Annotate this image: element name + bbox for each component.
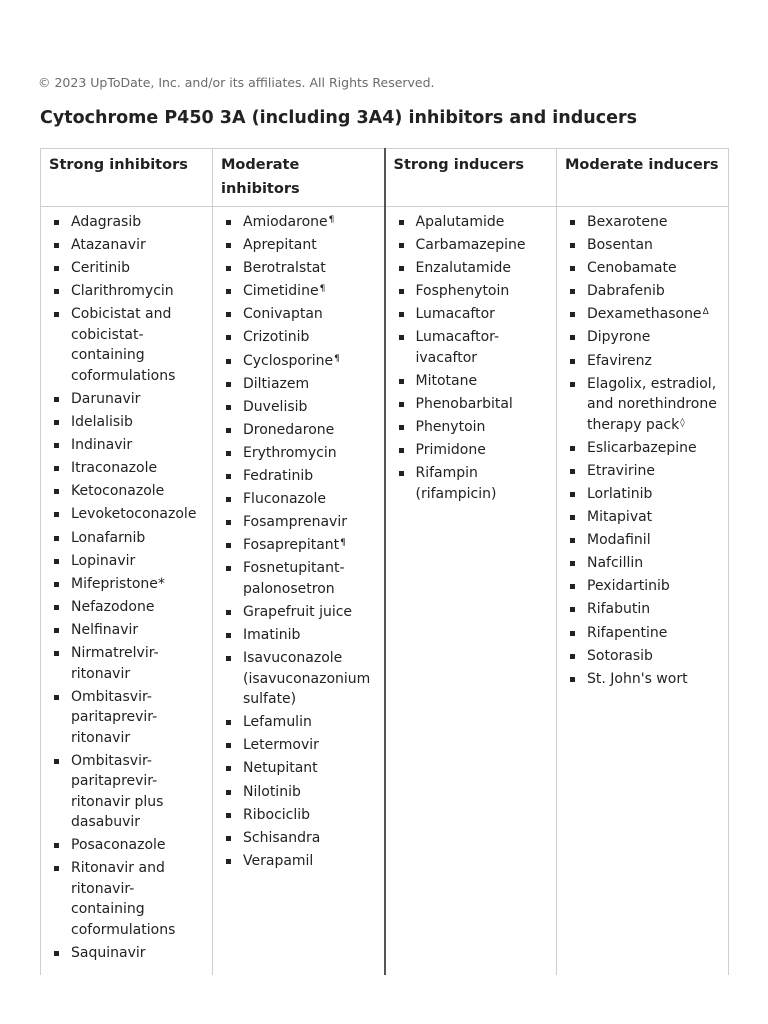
drug-name: Aprepitant	[243, 237, 317, 254]
footnote-marker: ¶	[319, 284, 326, 295]
strong-inducers-list	[394, 212, 551, 504]
drug-list-item	[394, 463, 551, 504]
drug-name: Elagolix, estradiol, and norethindrone therapy pack	[587, 375, 717, 433]
drug-name: Etravirine	[587, 462, 655, 479]
drug-name: Amiodarone	[243, 214, 328, 230]
column-strong-inhibitors	[41, 207, 213, 976]
drug-list-item	[49, 258, 206, 279]
drug-list-item	[221, 489, 378, 510]
drug-name: Efavirenz	[587, 352, 652, 369]
drug-name: Letermovir	[243, 737, 319, 754]
drug-list-item	[221, 258, 378, 279]
drug-list-item	[221, 625, 378, 646]
drug-list-item	[221, 851, 378, 872]
drug-name: Enzalutamide	[415, 260, 512, 277]
copyright-notice: © 2023 UpToDate, Inc. and/or its affiliates. All Rights Reserved.	[38, 75, 435, 90]
footnote-marker: ¶	[328, 215, 335, 225]
drug-name: Cyclosporine	[243, 352, 334, 369]
drug-list-item	[565, 599, 722, 620]
strong-inhibitors-list	[49, 212, 206, 963]
drug-name: Posaconazole	[71, 837, 166, 854]
drug-name: Cimetidine	[243, 283, 319, 300]
drug-name: Schisandra	[243, 829, 321, 846]
drug-list-item	[565, 623, 722, 644]
column-moderate-inducers	[557, 207, 729, 976]
drug-name: Ombitasvir-paritaprevir-ritonavir	[71, 688, 158, 746]
drug-name: Phenytoin	[415, 419, 486, 436]
drug-list-item	[221, 212, 378, 233]
drug-name: Lopinavir	[71, 552, 136, 569]
column-moderate-inhibitors	[213, 207, 385, 976]
drug-name: Conivaptan	[243, 306, 323, 323]
drug-list-item	[221, 512, 378, 533]
drug-list-item	[49, 212, 206, 233]
drug-list-item	[221, 397, 378, 418]
drug-name: Sotorasib	[587, 647, 653, 664]
drug-list-item	[221, 828, 378, 849]
header-moderate-inhibitors: Moderate inhibitors	[213, 149, 385, 207]
drug-name: Fedratinib	[243, 468, 314, 485]
drug-name: Ombitasvir-paritaprevir-ritonavir plus dasabuvir	[71, 752, 164, 831]
drug-list-item	[49, 389, 206, 410]
drug-list-item	[221, 351, 378, 372]
drug-name: Rifapentine	[587, 624, 668, 641]
drug-name: Verapamil	[243, 852, 314, 869]
drug-list-item	[394, 394, 551, 415]
drug-name: Duvelisib	[243, 398, 308, 415]
cyp3a-drug-table	[40, 148, 729, 975]
header-strong-inhibitors: Strong inhibitors	[41, 149, 213, 207]
drug-list-item	[565, 235, 722, 256]
drug-list-item	[49, 858, 206, 940]
drug-name: Cenobamate	[587, 260, 677, 277]
drug-list-item	[49, 435, 206, 456]
drug-list-item	[49, 620, 206, 641]
drug-name: Ribociclib	[243, 806, 311, 823]
drug-name: Mifepristone*	[71, 575, 165, 592]
drug-name: Clarithromycin	[71, 283, 174, 300]
drug-name: Grapefruit juice	[243, 604, 353, 620]
drug-list-item	[49, 235, 206, 256]
drug-list-item	[221, 304, 378, 325]
drug-list-item	[394, 258, 551, 279]
drug-list-item	[221, 805, 378, 826]
drug-list-item	[565, 507, 722, 528]
drug-name: Berotralstat	[243, 260, 326, 277]
drug-list-item	[221, 281, 378, 302]
drug-list-item	[394, 371, 551, 392]
footnote-marker: Δ	[702, 307, 709, 318]
drug-name: Diltiazem	[243, 375, 310, 392]
drug-list-item	[49, 643, 206, 684]
drug-name: Darunavir	[71, 390, 141, 407]
drug-name: Mitotane	[415, 373, 478, 390]
drug-name: Imatinib	[243, 627, 301, 644]
drug-name: Dipyrone	[587, 329, 651, 346]
drug-list-item	[221, 327, 378, 348]
drug-name: Levoketoconazole	[71, 506, 197, 523]
drug-name: Mitapivat	[587, 509, 653, 526]
moderate-inducers-list	[565, 212, 722, 689]
drug-list-item	[394, 417, 551, 438]
drug-name: Lorlatinib	[587, 485, 653, 502]
drug-list-item	[565, 553, 722, 574]
drug-list-item	[49, 412, 206, 433]
footnote-marker: ¶	[340, 538, 346, 549]
drug-list-item	[49, 574, 206, 595]
drug-list-item	[221, 735, 378, 756]
drug-list-item	[49, 458, 206, 479]
drug-name: Lumacaftor	[415, 306, 495, 323]
drug-name: St. John's wort	[587, 670, 688, 687]
drug-list-item	[221, 535, 378, 556]
drug-name: Dexamethasone	[587, 306, 702, 323]
drug-name: Nafcillin	[587, 555, 644, 572]
drug-name: Primidone	[415, 442, 486, 459]
drug-list-item	[565, 669, 722, 690]
drug-name: Fosphenytoin	[415, 283, 510, 300]
drug-name: Lumacaftor-ivacaftor	[415, 329, 500, 366]
drug-name: Nilotinib	[243, 783, 301, 800]
footnote-marker: ◊	[680, 417, 685, 428]
drug-name: Pexidartinib	[587, 578, 670, 595]
drug-name: Fosaprepitant	[243, 537, 340, 554]
drug-name: Adagrasib	[71, 214, 142, 230]
drug-name: Nefazodone	[71, 598, 155, 615]
drug-list-item	[221, 782, 378, 803]
drug-name: Rifampin (rifampicin)	[415, 465, 497, 502]
drug-name: Netupitant	[243, 760, 318, 777]
drug-name: Fosamprenavir	[243, 514, 347, 531]
drug-list-item	[565, 351, 722, 372]
drug-name: Fluconazole	[243, 491, 326, 508]
drug-list-item	[49, 504, 206, 525]
drug-list-item	[221, 420, 378, 441]
drug-name: Lonafarnib	[71, 529, 146, 546]
drug-name: Nirmatrelvir-ritonavir	[71, 645, 159, 682]
drug-list-item	[49, 687, 206, 749]
drug-name: Crizotinib	[243, 329, 310, 346]
drug-list-item	[49, 943, 206, 964]
table-body-row	[41, 207, 729, 976]
column-strong-inducers	[385, 207, 557, 976]
drug-name: Apalutamide	[415, 214, 505, 230]
drug-name: Carbamazepine	[415, 237, 526, 254]
drug-name: Bexarotene	[587, 214, 668, 230]
drug-name: Lefamulin	[243, 714, 312, 731]
drug-list-item	[565, 304, 722, 325]
drug-list-item	[394, 212, 551, 233]
header-strong-inducers: Strong inducers	[385, 149, 557, 207]
drug-name: Ritonavir and ritonavir-containing coformulations	[71, 860, 176, 938]
drug-list-item	[221, 558, 378, 599]
drug-list-item	[565, 576, 722, 597]
page-title: Cytochrome P450 3A (including 3A4) inhibitors and inducers	[40, 108, 638, 128]
drug-name: Ceritinib	[71, 260, 131, 277]
drug-list-item	[221, 648, 378, 710]
drug-name: Fosnetupitant-palonosetron	[243, 560, 345, 597]
drug-name: Eslicarbazepine	[587, 439, 697, 456]
drug-list-item	[221, 466, 378, 487]
drug-list-item	[49, 304, 206, 386]
drug-name: Modafinil	[587, 532, 651, 549]
drug-list-item	[49, 597, 206, 618]
drug-list-item	[221, 758, 378, 779]
table-header-row	[41, 149, 729, 207]
drug-name: Nelfinavir	[71, 621, 139, 638]
drug-list-item	[394, 327, 551, 368]
drug-list-item	[49, 281, 206, 302]
drug-list-item	[49, 481, 206, 502]
drug-list-item	[49, 551, 206, 572]
moderate-inhibitors-list	[221, 212, 378, 871]
drug-name: Idelalisib	[71, 414, 133, 431]
drug-list-item	[221, 374, 378, 395]
drug-name: Phenobarbital	[415, 396, 513, 413]
drug-list-item	[221, 235, 378, 256]
drug-list-item	[565, 212, 722, 233]
drug-name: Erythromycin	[243, 444, 337, 461]
footnote-marker: ¶	[334, 353, 340, 364]
drug-list-item	[394, 281, 551, 302]
drug-name: Itraconazole	[71, 460, 158, 477]
drug-list-item	[394, 235, 551, 256]
drug-name: Atazanavir	[71, 237, 146, 254]
drug-list-item	[221, 712, 378, 733]
drug-name: Indinavir	[71, 437, 133, 454]
drug-name: Bosentan	[587, 237, 653, 254]
drug-list-item	[565, 327, 722, 348]
drug-list-item	[565, 258, 722, 279]
drug-list-item	[49, 751, 206, 833]
drug-list-item	[394, 304, 551, 325]
drug-list-item	[394, 440, 551, 461]
drug-list-item	[565, 484, 722, 505]
drug-name: Rifabutin	[587, 601, 651, 618]
drug-name: Saquinavir	[71, 944, 146, 961]
drug-list-item	[565, 530, 722, 551]
drug-list-item	[565, 281, 722, 302]
drug-list-item	[49, 528, 206, 549]
drug-list-item	[221, 602, 378, 623]
drug-name: Dabrafenib	[587, 283, 665, 300]
drug-list-item	[565, 461, 722, 482]
drug-name: Isavuconazole (isavuconazonium sulfate)	[243, 650, 371, 708]
drug-list-item	[49, 835, 206, 856]
header-moderate-inducers: Moderate inducers	[557, 149, 729, 207]
drug-name: Ketoconazole	[71, 483, 165, 500]
drug-list-item	[221, 443, 378, 464]
drug-name: Dronedarone	[243, 421, 335, 438]
drug-list-item	[565, 374, 722, 436]
drug-list-item	[565, 646, 722, 667]
drug-name: Cobicistat and cobicistat-containing coformulations	[71, 306, 176, 384]
drug-list-item	[565, 438, 722, 459]
